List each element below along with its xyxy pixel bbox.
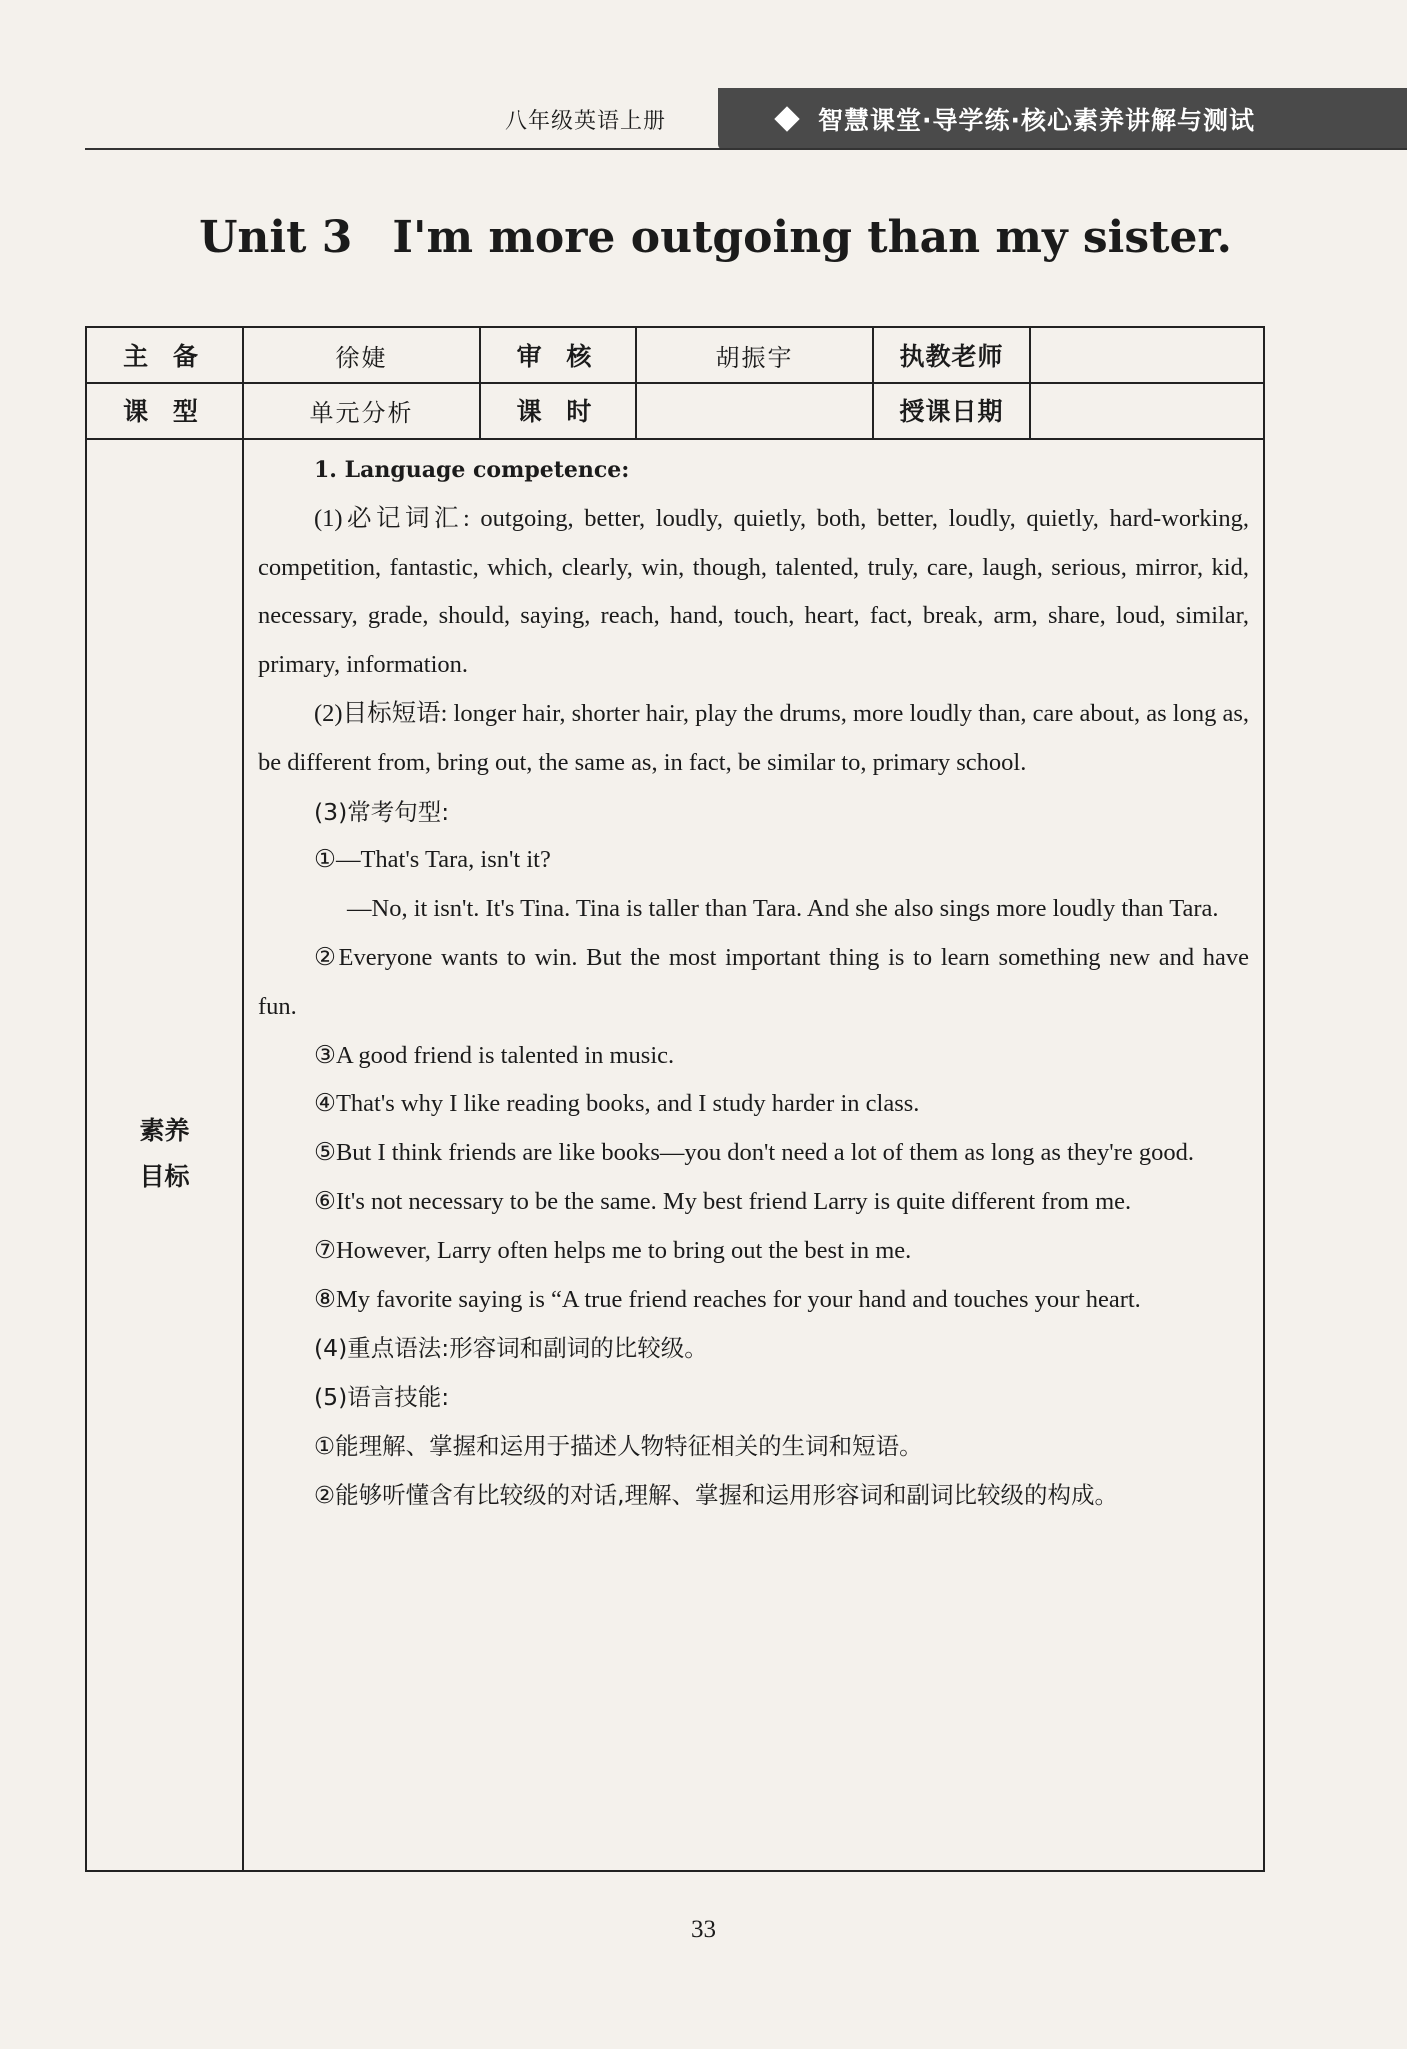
- header-rule: [85, 148, 1407, 150]
- grammar-point: (4)重点语法:形容词和副词的比较级。: [314, 1334, 708, 1363]
- value-date: [1031, 382, 1263, 438]
- label-date: 授课日期: [874, 382, 1031, 438]
- vocabulary-paragraph: (1)必记词汇: outgoing, better, loudly, quietly, both, better, loudly, quietly, hard-working, competition, fantastic, which, clearly, win, though, talented, truly, care, laugh, serious, mirror, kid, necessary, grade, should, saying, reach, hand, touch, heart, fact, break, arm, share, loud, similar, primary, information.: [258, 504, 1249, 679]
- lesson-plan-table: [85, 326, 1265, 1872]
- sentence-6: ⑥It's not necessary to be the same. My best friend Larry is quite different from me.: [314, 1187, 1132, 1215]
- label-lesson-type: 课 型: [87, 382, 244, 438]
- phrases-paragraph: (2)目标短语: longer hair, shorter hair, play the drums, more loudly than, care about, as long as, be different from, bring out, the same as, in fact, be similar to, primary school.: [258, 699, 1249, 776]
- goals-label-line2: 目标: [139, 1162, 190, 1191]
- label-period: 课 时: [481, 382, 637, 438]
- goals-content: [244, 438, 1263, 1870]
- sentence-4: ④That's why I like reading books, and I study harder in class.: [314, 1090, 920, 1118]
- series-title: 智慧课堂·导学练·核心素养讲解与测试: [818, 106, 1255, 135]
- book-title: 八年级英语上册: [505, 109, 667, 134]
- label-preparer: 主 备: [87, 328, 244, 382]
- value-lesson-type: 单元分析: [244, 382, 481, 438]
- label-teacher: 执教老师: [874, 328, 1031, 382]
- value-period: [637, 382, 874, 438]
- table-row: [87, 382, 1263, 440]
- skill-1: ①能理解、掌握和运用于描述人物特征相关的生词和短语。: [314, 1431, 923, 1460]
- series-banner: [718, 88, 1407, 150]
- page-number: 33: [691, 1916, 716, 1943]
- unit-title: [0, 212, 1407, 263]
- sentence-3: ③A good friend is talented in music.: [314, 1041, 675, 1069]
- goals-label-line1: 素养: [139, 1116, 190, 1145]
- sentence-2: ②Everyone wants to win. But the most important thing is to learn something new and have fun.: [258, 943, 1249, 1020]
- value-reviewer: 胡振宇: [637, 328, 874, 382]
- sentence-5: ⑤But I think friends are like books—you don't need a lot of them as long as they're good.: [314, 1139, 1194, 1167]
- skill-2: ②能够听懂含有比较级的对话,理解、掌握和运用形容词和副词比较级的构成。: [314, 1480, 1119, 1509]
- diamond-icon: [774, 106, 799, 131]
- label-reviewer: 审 核: [481, 328, 637, 382]
- unit-number: Unit 3: [199, 212, 353, 263]
- sentence-7: ⑦However, Larry often helps me to bring out the best in me.: [314, 1236, 912, 1264]
- sentence-1-question: ①—That's Tara, isn't it?: [314, 846, 551, 874]
- table-row: [87, 328, 1263, 384]
- section-heading: 1. Language competence:: [314, 457, 630, 483]
- unit-title-text: I'm more outgoing than my sister.: [392, 212, 1232, 263]
- value-teacher: [1031, 328, 1263, 382]
- sentence-8: ⑧My favorite saying is “A true friend reaches for your hand and touches your heart.: [314, 1285, 1141, 1313]
- value-preparer: 徐婕: [244, 328, 481, 382]
- sentence-1-answer: —No, it isn't. It's Tina. Tina is taller than Tara. And she also sings more loudly than Tara.: [347, 895, 1219, 923]
- skills-label: (5)语言技能:: [314, 1383, 450, 1412]
- goals-label: [87, 438, 244, 1870]
- goals-row: [87, 438, 1263, 1870]
- sentences-label: (3)常考句型:: [314, 797, 450, 826]
